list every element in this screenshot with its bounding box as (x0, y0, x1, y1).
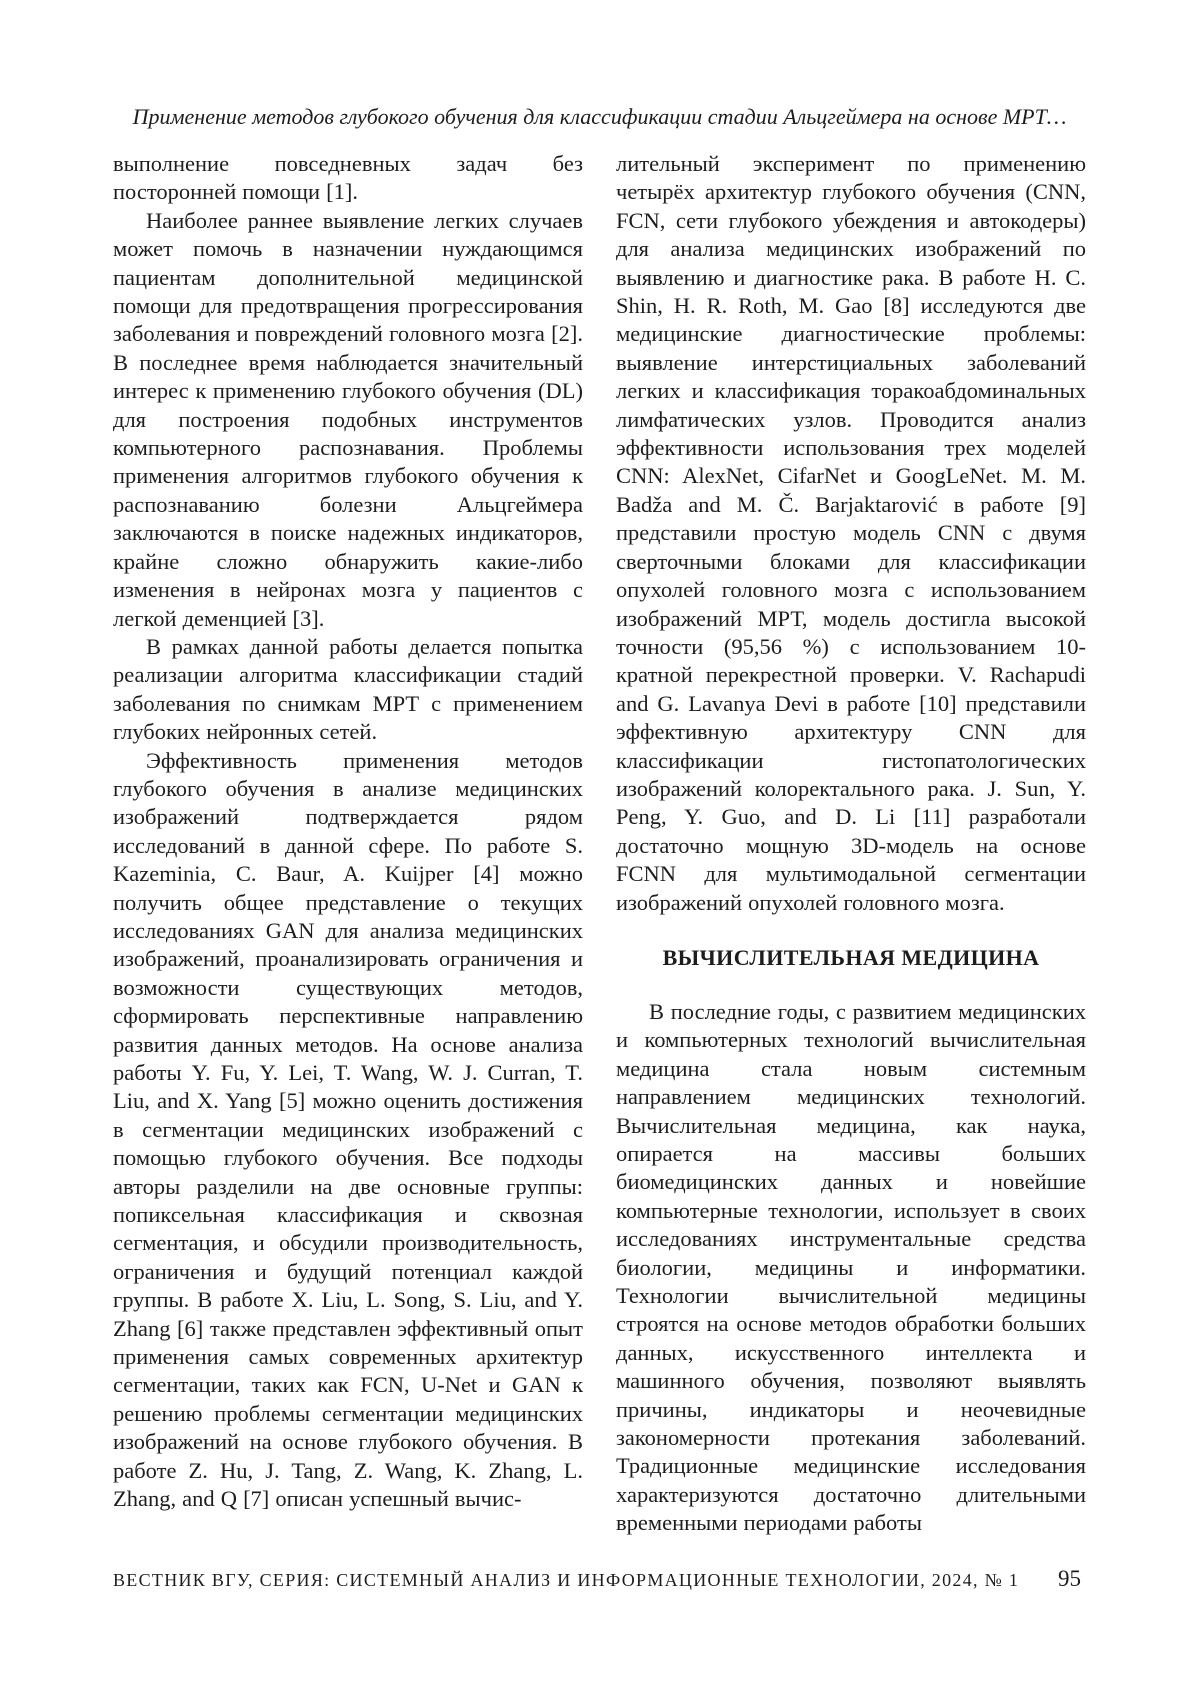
footer (113, 1566, 1087, 1592)
paragraph: выполнение повседневных задач без посторонней помощи [1]. (113, 151, 583, 205)
paragraph: лительный эксперимент по применению четырёх архитектур глубокого обучения (CNN, FCN, сети глубокого убеждения и автокодеры) для анализа медицинских изображений по выявлению и диагностике рака. В работе H. C. Shin, H. R. Roth, M. Gao [8] исследуются две медицинские диагностические проблемы: выявление интерстициальных заболеваний легких и классификация торакоабдоминальных лимфатических узлов. Проводится анализ эффективности использования трех моделей CNN: AlexNet, CifarNet и GoogLeNet. M. M. Badža and M. Č. Barjaktarović в работе [9] представили простую модель CNN с двумя сверточными блоками для классификации опухолей головного мозга с использованием изображений МРТ, модель достигла высокой точности (95,56 %) с использованием 10-кратной перекрестной проверки. V. Rachapudi and G. Lavanya Devi в работе [10] представили эффективную архитектуру CNN для классификации гистопатологических изображений колоректального рака. J. Sun, Y. Peng, Y. Guo, and D. Li [11] разработали достаточно мощную 3D-модель на основе FCNN для мультимодальной сегментации изображений опухолей головного мозга. (616, 151, 1086, 915)
left-column (113, 150, 583, 1538)
paragraph: В рамках данной работы делается попытка реализации алгоритма классификации стадий заболевания по снимкам МРТ с применением глубоких нейронных сетей. (113, 633, 583, 745)
page-content (113, 150, 1086, 1538)
paragraph: Наиболее раннее выявление легких случаев может помочь в назначении нуждающимся пациентам дополнительной медицинской помощи для предотвращения прогрессирования заболевания и повреждений головного мозга [2]. В последнее время наблюдается значительный интерес к применению глубокого обучения (DL) для построения подобных инструментов компьютерного распознавания. Проблемы применения алгоритмов глубокого обучения к распознаванию болезни Альцгеймера заключаются в поиске надежных индикаторов, крайне сложно обнаружить какие-либо изменения в нейронах мозга у пациентов с легкой деменцией [3]. (113, 207, 583, 631)
paragraph: В последние годы, с развитием медицинских и компьютерных технологий вычислительная медицина стала новым системным направлением медицинских технологий. Вычислительная медицина, как наука, опирается на массивы больших биомедицинских данных и новейшие компьютерные технологии, использует в своих исследованиях инструментальные средства биологии, медицины и информатики. Технологии вычислительной медицины строятся на основе методов обработки больших данных, искусственного интеллекта и машинного обучения, позволяют выявлять причины, индикаторы и неочевидные закономерности протекания заболеваний. Традиционные медицинские исследования характеризуются достаточно длительными временными периодами работы (616, 998, 1086, 1536)
right-column (616, 150, 1086, 1538)
journal-line: ВЕСТНИК ВГУ, СЕРИЯ: СИСТЕМНЫЙ АНАЛИЗ И ИНФОРМАЦИОННЫЕ ТЕХНОЛОГИИ, 2024, № 1 (113, 1570, 1020, 1590)
section-heading: ВЫЧИСЛИТЕЛЬНАЯ МЕДИЦИНА (662, 944, 1040, 970)
paragraph: Эффективность применения методов глубокого обучения в анализе медицинских изображений подтверждается рядом исследований в данной сфере. По работе S. Kazeminia, C. Baur, A. Kuijper [4] можно получить общее представление о текущих исследованиях GAN для анализа медицинских изображений, проанализировать ограничения и возможности существующих методов, сформировать перспективные направлению развития данных методов. На основе анализа работы Y. Fu, Y. Lei, T. Wang, W. J. Curran, T. Liu, and X. Yang [5] можно оценить достижения в сегментации медицинских изображений с помощью глубокого обучения. Все подходы авторы разделили на две основные группы: попиксельная классификация и сквозная сегментация, и обсудили производительность, ограничения и будущий потенциал каждой группы. В работе X. Liu, L. Song, S. Liu, and Y. Zhang [6] также представлен эффективный опыт применения самых современных архитектур сегментации, таких как FCN, U-Net и GAN к решению проблемы сегментации медицинских изображений на основе глубокого обучения. В работе Z. Hu, J. Tang, Z. Wang, K. Zhang, L. Zhang, and Q [7] описан успешный вычис- (113, 747, 583, 1512)
running-head: Применение методов глубокого обучения для классификации стадии Альцгеймера на основе МРТ… (132, 104, 1067, 129)
page-number: 95 (1058, 1566, 1081, 1591)
